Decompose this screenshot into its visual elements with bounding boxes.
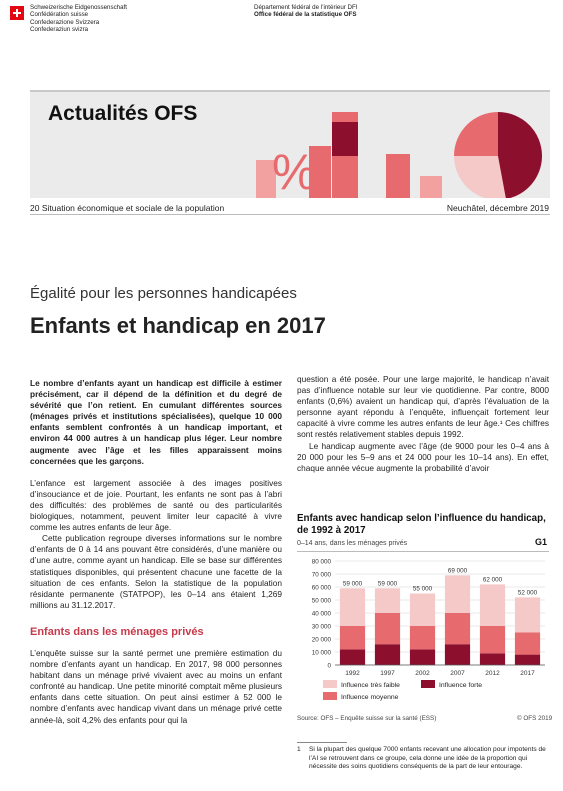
footnote bbox=[297, 746, 549, 772]
chart-copyright: © OFS 2019 bbox=[517, 715, 553, 722]
federation-line: Confederazione Svizzera bbox=[30, 18, 100, 26]
y-tick-label: 20 000 bbox=[311, 636, 331, 644]
federation-name bbox=[30, 4, 127, 34]
bar-segment bbox=[515, 655, 540, 665]
x-tick-label: 2017 bbox=[520, 670, 535, 677]
footnote-number: 1 bbox=[297, 746, 301, 753]
y-tick-label: 70 000 bbox=[311, 571, 331, 579]
legend-label: Influence moyenne bbox=[341, 694, 399, 701]
department-line: Département fédéral de l’intérieur DFI bbox=[254, 4, 358, 11]
federation-line: Schweizerische Eidgenossenschaft bbox=[30, 4, 127, 11]
legend-swatch bbox=[421, 680, 435, 688]
department-name bbox=[254, 4, 358, 19]
chart-subtitle: 0–14 ans, dans les ménages privés bbox=[297, 540, 408, 547]
legend-label: Influence forte bbox=[439, 682, 483, 689]
bar-segment bbox=[480, 653, 505, 665]
bar-segment bbox=[410, 649, 435, 665]
chart-source: Source: OFS – Enquête suisse sur la santé (ESS) bbox=[297, 715, 437, 722]
x-tick-label: 1997 bbox=[380, 670, 395, 677]
banner bbox=[30, 92, 550, 198]
bar-segment bbox=[375, 588, 400, 613]
bar-segment bbox=[445, 575, 470, 613]
bar-segment bbox=[480, 626, 505, 653]
bar-segment bbox=[340, 649, 365, 665]
page-title: Enfants et handicap en 2017 bbox=[30, 313, 326, 338]
x-tick-label: 2012 bbox=[485, 670, 500, 677]
swiss-crest-icon bbox=[10, 6, 24, 20]
legend-swatch bbox=[323, 692, 337, 700]
page-subtitle: Égalité pour les personnes handicapées bbox=[30, 285, 297, 302]
chart-id: G1 bbox=[535, 537, 548, 547]
chart-divider bbox=[297, 551, 549, 552]
bar-chart bbox=[297, 553, 549, 711]
body-paragraph: question a été posée. Pour une large majorité, le handicap n’avait pas d’influence notable sur leur vie quotidienne. Par contre, 8000 enfants (0,6%) avaient un handicap qui, d’après l’évaluation de la personne ayant répondu à l’enquête, influençait fortement leur capacité à vivre comme les autres enfants de leur âge.¹ Ces chiffres sont restés relativement stables depuis 1992. bbox=[297, 374, 549, 440]
y-tick-label: 10 000 bbox=[311, 649, 331, 657]
footnote-divider bbox=[297, 742, 347, 743]
legend-swatch bbox=[323, 680, 337, 688]
federation-line: Confederaziun svizra bbox=[30, 26, 89, 34]
bar-segment bbox=[515, 597, 540, 632]
x-tick-label: 2002 bbox=[415, 670, 430, 677]
bar-segment bbox=[375, 644, 400, 665]
y-tick-label: 30 000 bbox=[311, 623, 331, 631]
bar-total-label: 62 000 bbox=[482, 576, 503, 584]
y-tick-label: 0 bbox=[327, 662, 331, 670]
x-tick-label: 1992 bbox=[345, 670, 360, 677]
office-line: Office fédéral de la statistique OFS bbox=[254, 11, 357, 19]
federation-line: Confédération suisse bbox=[30, 11, 89, 19]
section-heading: Enfants dans les ménages privés bbox=[30, 625, 204, 638]
y-tick-label: 40 000 bbox=[311, 610, 331, 618]
body-paragraph: Le handicap augmente avec l’âge (de 9000 pour les 0–4 ans à 20 000 pour les 5–9 ans et 24 000 pour les 10–14 ans). En effet, chaque année vécue augmente la probabilité d’avoir bbox=[297, 440, 549, 473]
bar-total-label: 59 000 bbox=[342, 580, 363, 588]
banner-graphic bbox=[30, 92, 550, 198]
y-tick-label: 60 000 bbox=[311, 584, 331, 592]
x-tick-label: 2007 bbox=[450, 670, 465, 677]
bar-segment bbox=[445, 613, 470, 644]
bar-segment bbox=[515, 633, 540, 655]
banner-title: Actualités OFS bbox=[48, 102, 198, 125]
body-paragraph: Cette publication regroupe diverses informations sur le nombre d’enfants de 0 à 14 ans pouvant être considérés, d’une manière ou d’une autre, comme ayant un handicap. Elle se base sur différentes statistiques disponibles, qui présentent chacune une facette de la situation de ces enfants. Selon la statistique de la population résidante permanente (STATPOP), les 0–14 ans étaient 1,269 millions au 31.12.2017. bbox=[30, 533, 282, 610]
lead-paragraph: Le nombre d’enfants ayant un handicap est difficile à estimer précisément, car il dépend de la définition et du degré de sévérité que l’on retient. En cumulant différentes sources (ménages privés et institutions spécialisées), quelque 10 000 enfants semblent confrontés à un handicap important, et environ 44 000 autres à un handicap plus léger. Leur nombre augmente avec l’âge et les filles apparaissent moins concernées que les garçons. bbox=[30, 378, 282, 466]
bar-total-label: 55 000 bbox=[412, 585, 433, 593]
left-column bbox=[30, 378, 282, 726]
publication-series: 20 Situation économique et sociale de la population bbox=[30, 203, 225, 213]
meta-divider bbox=[30, 214, 550, 215]
bar-total-label: 59 000 bbox=[377, 580, 398, 588]
bar-segment bbox=[445, 644, 470, 665]
publication-date: Neuchâtel, décembre 2019 bbox=[446, 203, 549, 213]
body-paragraph: L’enfance est largement associée à des images positives d’insouciance et de joie. Pourtant, les enfants ne sont pas à l’abri des difficultés: des problèmes de santé ou des particularités biologiques, notamment, peuvent limiter leur capacité à vivre comme les autres enfants de leur âge. bbox=[30, 477, 282, 533]
bar-total-label: 69 000 bbox=[447, 567, 468, 575]
y-tick-label: 80 000 bbox=[311, 558, 331, 566]
bar-segment bbox=[340, 626, 365, 649]
bar-segment bbox=[410, 626, 435, 649]
chart-title: Enfants avec handicap selon l’influence du handicap, de 1992 à 2017 bbox=[297, 513, 546, 536]
y-tick-label: 50 000 bbox=[311, 597, 331, 605]
right-column bbox=[297, 374, 549, 474]
footnote-text: Si la plupart des quelque 7000 enfants recevant une allocation pour impotents de l’AI se retrouvent dans ce groupe, cela donne une idée de la proportion qui nécessite des soins quotidiens conséquents de la part de leur entourage. bbox=[309, 746, 546, 770]
legend-label: Influence très faible bbox=[341, 682, 400, 689]
bar-segment bbox=[340, 588, 365, 626]
bar-segment bbox=[410, 594, 435, 627]
percent-glyph: % bbox=[272, 144, 317, 198]
bar-segment bbox=[480, 584, 505, 626]
body-paragraph: L’enquête suisse sur la santé permet une première estimation du nombre d’enfants ayant un handicap. En 2017, 98 000 personnes habitant dans un ménage privé vivaient avec au moins un enfant confronté au handicap. Une petite minorité comptait même plusieurs enfants dans cette situation. On peut ainsi estimer à 52 000 le nombre d’enfants avec handicap vivant dans un ménage privé cette année-là, soit 4,2% des enfants pour qui la bbox=[30, 647, 282, 725]
bar-segment bbox=[375, 613, 400, 644]
bar-total-label: 52 000 bbox=[517, 589, 538, 597]
